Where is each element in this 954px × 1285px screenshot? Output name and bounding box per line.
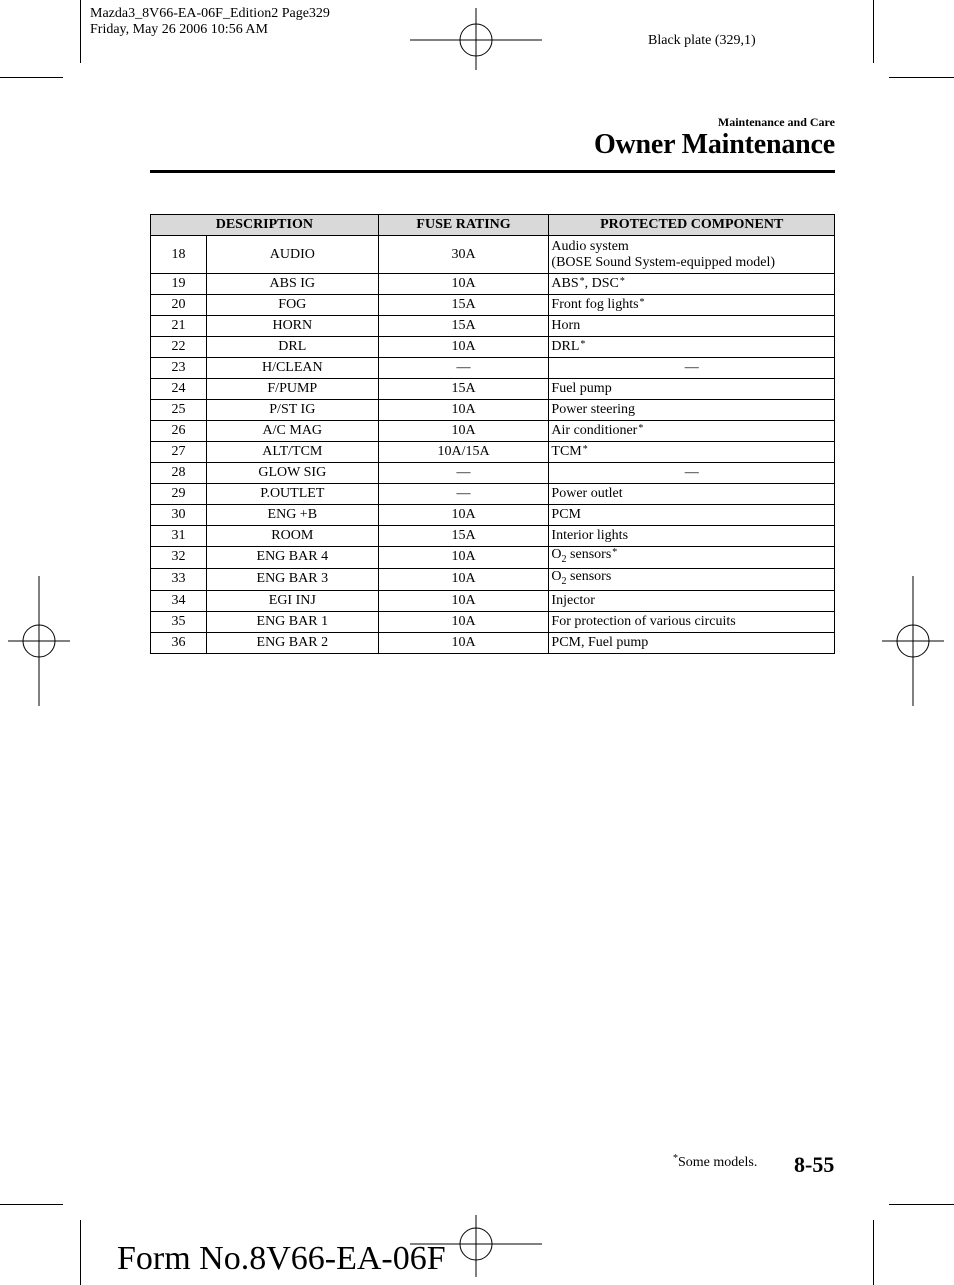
- fuse-number: 19: [151, 274, 207, 295]
- protected-component: PCM, Fuel pump: [549, 632, 835, 653]
- subscript: 2: [561, 575, 567, 587]
- table-row: [151, 358, 835, 379]
- table-row: [151, 547, 835, 569]
- table-row: [151, 236, 835, 274]
- table-row: [151, 463, 835, 484]
- protected-component: Power steering: [549, 400, 835, 421]
- table-row: [151, 590, 835, 611]
- protected-component: Injector: [549, 590, 835, 611]
- crop-mark: [0, 1204, 63, 1205]
- section-label: Maintenance and Care: [717, 115, 835, 129]
- protected-component: [549, 547, 835, 569]
- registration-mark-top: [410, 8, 542, 70]
- fuse-rating: 15A: [378, 316, 549, 337]
- plate-label: Black plate (329,1): [648, 33, 756, 48]
- fuse-rating: 30A: [378, 236, 549, 274]
- page-title: Owner Maintenance: [593, 129, 835, 160]
- crop-mark: [873, 1220, 874, 1285]
- component-text: , DSC: [584, 276, 619, 291]
- registration-mark-right: [882, 576, 944, 706]
- fuse-description: AUDIO: [206, 236, 378, 274]
- fuse-description: A/C MAG: [206, 421, 378, 442]
- fuse-rating: —: [378, 358, 549, 379]
- header-protected-component: PROTECTED COMPONENT: [549, 215, 835, 236]
- component-text: Front fog lights: [551, 297, 639, 312]
- asterisk-mark: *: [619, 276, 625, 287]
- fuse-rating: 15A: [378, 526, 549, 547]
- subscript: 2: [561, 553, 567, 565]
- fuse-description: H/CLEAN: [206, 358, 378, 379]
- footnote-text: Some models.: [678, 1155, 758, 1170]
- fuse-number: 36: [151, 632, 207, 653]
- asterisk-mark: *: [612, 547, 618, 558]
- fuse-rating: —: [378, 484, 549, 505]
- fuse-description: ENG +B: [206, 505, 378, 526]
- crop-mark: [873, 0, 874, 63]
- fuse-description: FOG: [206, 295, 378, 316]
- fuse-description: ABS IG: [206, 274, 378, 295]
- component-text: TCM: [551, 444, 582, 459]
- protected-component: [549, 295, 835, 316]
- fuse-rating: 10A: [378, 632, 549, 653]
- asterisk-mark: *: [638, 423, 644, 434]
- protected-component: [549, 568, 835, 590]
- component-text: O: [551, 568, 562, 584]
- table-row: [151, 295, 835, 316]
- fuse-rating: 10A: [378, 568, 549, 590]
- fuse-rating: 10A: [378, 400, 549, 421]
- fuse-description: ENG BAR 4: [206, 547, 378, 569]
- fuse-rating: 15A: [378, 295, 549, 316]
- crop-mark: [889, 77, 954, 78]
- fuse-rating: 10A/15A: [378, 442, 549, 463]
- component-note: (BOSE Sound System-equipped model): [551, 254, 776, 270]
- table-row: [151, 568, 835, 590]
- table-row: [151, 442, 835, 463]
- fuse-number: 35: [151, 611, 207, 632]
- table-row: [151, 632, 835, 653]
- fuse-number: 32: [151, 547, 207, 569]
- protected-component: [549, 337, 835, 358]
- fuse-number: 33: [151, 568, 207, 590]
- fuse-description: P.OUTLET: [206, 484, 378, 505]
- protected-component: [549, 274, 835, 295]
- file-line: Mazda3_8V66-EA-06F_Edition2 Page329: [90, 6, 330, 21]
- component-text: O: [551, 547, 562, 562]
- fuse-description: ALT/TCM: [206, 442, 378, 463]
- protected-component: Interior lights: [549, 526, 835, 547]
- table-row: [151, 337, 835, 358]
- fuse-number: 22: [151, 337, 207, 358]
- print-header: [90, 6, 330, 38]
- component-text: DRL: [551, 339, 580, 354]
- fuse-description: GLOW SIG: [206, 463, 378, 484]
- fuse-number: 29: [151, 484, 207, 505]
- fuse-number: 34: [151, 590, 207, 611]
- crop-mark: [80, 1220, 81, 1285]
- component-text: ABS: [551, 276, 579, 291]
- fuse-rating: 10A: [378, 421, 549, 442]
- fuse-number: 25: [151, 400, 207, 421]
- asterisk-mark: *: [639, 297, 645, 308]
- table-row: [151, 484, 835, 505]
- fuse-rating: 10A: [378, 590, 549, 611]
- table-row: [151, 379, 835, 400]
- fuse-number: 21: [151, 316, 207, 337]
- component-text: Air conditioner: [551, 423, 638, 438]
- asterisk-mark: *: [580, 339, 586, 350]
- footnote: [672, 1155, 757, 1171]
- fuse-number: 27: [151, 442, 207, 463]
- fuse-table: [150, 214, 835, 654]
- form-number: Form No.8V66-EA-06F: [117, 1240, 446, 1277]
- component-line: Audio system: [551, 238, 629, 254]
- crop-mark: [889, 1204, 954, 1205]
- fuse-description: ENG BAR 2: [206, 632, 378, 653]
- table-row: [151, 505, 835, 526]
- fuse-rating: 10A: [378, 274, 549, 295]
- fuse-description: ENG BAR 1: [206, 611, 378, 632]
- protected-component: Horn: [549, 316, 835, 337]
- fuse-description: P/ST IG: [206, 400, 378, 421]
- fuse-description: ENG BAR 3: [206, 568, 378, 590]
- table-row: [151, 526, 835, 547]
- protected-component: For protection of various circuits: [549, 611, 835, 632]
- fuse-number: 23: [151, 358, 207, 379]
- header-description: DESCRIPTION: [151, 215, 379, 236]
- header-fuse-rating: FUSE RATING: [378, 215, 549, 236]
- protected-component: [549, 421, 835, 442]
- fuse-description: EGI INJ: [206, 590, 378, 611]
- fuse-number: 20: [151, 295, 207, 316]
- table-header-row: [151, 215, 835, 236]
- protected-component: —: [549, 358, 835, 379]
- table-row: [151, 400, 835, 421]
- fuse-rating: 10A: [378, 337, 549, 358]
- title-rule: [150, 170, 835, 173]
- protected-component: —: [549, 463, 835, 484]
- fuse-rating: 15A: [378, 379, 549, 400]
- protected-component: [549, 442, 835, 463]
- table-row: [151, 611, 835, 632]
- asterisk-mark: *: [673, 1153, 678, 1164]
- fuse-description: DRL: [206, 337, 378, 358]
- fuse-number: 30: [151, 505, 207, 526]
- fuse-number: 18: [151, 236, 207, 274]
- crop-mark: [80, 0, 81, 63]
- fuse-rating: 10A: [378, 611, 549, 632]
- fuse-rating: 10A: [378, 505, 549, 526]
- asterisk-mark: *: [579, 276, 585, 287]
- component-text: sensors: [566, 568, 612, 584]
- fuse-rating: —: [378, 463, 549, 484]
- fuse-description: ROOM: [206, 526, 378, 547]
- fuse-number: 24: [151, 379, 207, 400]
- table-row: [151, 421, 835, 442]
- registration-mark-left: [8, 576, 70, 706]
- fuse-description: HORN: [206, 316, 378, 337]
- date-line: Friday, May 26 2006 10:56 AM: [90, 22, 268, 37]
- fuse-number: 26: [151, 421, 207, 442]
- table-row: [151, 274, 835, 295]
- fuse-rating: 10A: [378, 547, 549, 569]
- crop-mark: [0, 77, 63, 78]
- page-number: 8-55: [794, 1152, 835, 1177]
- fuse-description: F/PUMP: [206, 379, 378, 400]
- protected-component: [549, 236, 835, 274]
- table-row: [151, 316, 835, 337]
- fuse-number: 31: [151, 526, 207, 547]
- protected-component: Power outlet: [549, 484, 835, 505]
- protected-component: Fuel pump: [549, 379, 835, 400]
- component-text: sensors: [566, 547, 612, 562]
- protected-component: PCM: [549, 505, 835, 526]
- fuse-number: 28: [151, 463, 207, 484]
- asterisk-mark: *: [582, 444, 588, 455]
